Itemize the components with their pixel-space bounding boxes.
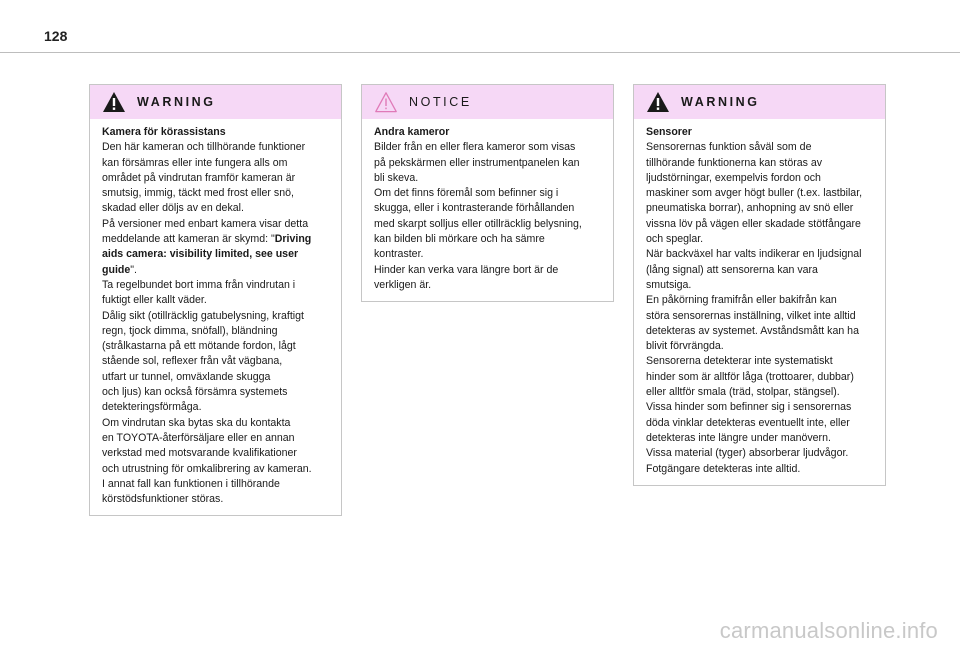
text-line: Om vindrutan ska bytas ska du kontakta: [102, 416, 291, 429]
text-line: Om det finns föremål som befinner sig i: [374, 187, 559, 200]
warning-body: [634, 119, 885, 485]
text-line: [102, 232, 329, 247]
text-line: och ljus) kan också försämra systemets: [102, 386, 288, 399]
text-line: hinder som är alltför låga (trottoarer, dubbar): [646, 370, 854, 383]
text-line: Sensorerna detekterar inte systematiskt: [646, 355, 833, 368]
text-line: Dålig sikt (otillräcklig gatubelysning, kraftigt: [102, 309, 304, 322]
page-number: 128: [44, 28, 68, 44]
text-line: detekteras inte längre under manövern.: [646, 431, 831, 444]
text-line: smutsig, immig, täckt med frost eller snö,: [102, 187, 294, 200]
text-line: Ta regelbundet bort imma från vindrutan i: [102, 278, 296, 291]
text-line: stående sol, reflexer från våt vägbana,: [102, 355, 283, 368]
text-line: en TOYOTA-återförsäljare eller en annan: [102, 431, 295, 444]
box-heading: Andra kameror: [374, 126, 450, 138]
text-line: kontraster.: [374, 248, 424, 261]
text-line: blivit förvrängda.: [646, 340, 724, 353]
text-run: ".: [130, 263, 137, 276]
text-line: Bilder från en eller flera kameror som visas: [374, 141, 576, 154]
text-line: området på vindrutan framför kameran är: [102, 171, 296, 184]
text-line: skugga, eller i kontrasterande förhållanden: [374, 202, 575, 215]
box-heading: Kamera för körassistans: [102, 126, 226, 138]
text-run: meddelande att kameran är skymd: ": [102, 233, 275, 246]
box-heading: Sensorer: [646, 126, 692, 138]
text-line: skadad eller döljs av en dekal.: [102, 202, 244, 215]
header-divider: [0, 52, 960, 53]
text-line: Den här kameran och tillhörande funktioner: [102, 141, 306, 154]
text-line: detekteras av systemet. Avståndsmått kan ha: [646, 324, 859, 337]
notice-box-cameras: [361, 84, 614, 302]
text-line: störa sensorernas inställning, vilket inte alltid: [646, 309, 856, 322]
warning-title: WARNING: [137, 95, 216, 109]
warning-box-camera: [89, 84, 342, 516]
notice-body: [362, 119, 613, 301]
text-line: Hinder kan verka vara längre bort är de: [374, 263, 559, 276]
text-line: detekteringsförmåga.: [102, 401, 202, 414]
text-line: maskiner som avger högt buller (t.ex. lastbilar,: [646, 187, 863, 200]
warning-box-sensors: [633, 84, 886, 486]
text-line: Fotgängare detekteras inte alltid.: [646, 462, 801, 475]
text-line: En påkörning framifrån eller bakifrån kan: [646, 294, 837, 307]
warning-header: [634, 85, 885, 119]
warning-title: WARNING: [681, 95, 760, 109]
text-line: med skarpt solljus eller otillräcklig belysning,: [374, 217, 582, 230]
bold-message: aids camera: visibility limited, see user: [102, 248, 299, 261]
watermark: carmanualsonline.info: [719, 618, 938, 643]
text-line: I annat fall kan funktionen i tillhörande: [102, 477, 280, 490]
text-line: Vissa material (tyger) absorberar ljudvågor.: [646, 447, 849, 460]
text-line: När backväxel har valts indikerar en ljudsignal: [646, 248, 862, 261]
text-line: kan bilden bli mörkare och ha sämre: [374, 233, 545, 246]
text-line: Sensorernas funktion såväl som de: [646, 141, 812, 154]
text-line: körstödsfunktioner störas.: [102, 493, 224, 506]
text-line: döda vinklar detekteras eventuellt inte, eller: [646, 416, 850, 429]
notice-header: [362, 85, 613, 119]
text-line: På versioner med enbart kamera visar detta: [102, 217, 309, 230]
text-line: smutsiga.: [646, 278, 692, 291]
warning-body: [90, 119, 341, 515]
text-line: (strålkastarna på ett mötande fordon, lågt: [102, 340, 296, 353]
warning-triangle-icon: [102, 91, 126, 113]
text-line: och utrustning för omkalibrering av kameran.: [102, 462, 312, 475]
warning-header: [90, 85, 341, 119]
text-line: fuktigt eller kallt väder.: [102, 294, 207, 307]
text-line: [102, 263, 329, 278]
warning-triangle-icon: [646, 91, 670, 113]
text-line: vissna löv på vägen eller skadade stötfångare: [646, 217, 861, 230]
text-line: regn, tjock dimma, snöfall), bländning: [102, 324, 278, 337]
text-line: (lång signal) att sensorerna kan vara: [646, 263, 818, 276]
bold-message: Driving: [274, 233, 312, 246]
text-line: eller alltför smala (träd, stolpar, stängsel).: [646, 386, 840, 399]
notice-triangle-icon: [374, 91, 398, 113]
text-line: pneumatiska borrar), anhopning av snö eller: [646, 202, 854, 215]
text-line: utfart ur tunnel, omväxlande skugga: [102, 370, 271, 383]
text-line: och speglar.: [646, 233, 704, 246]
notice-title: NOTICE: [409, 95, 472, 109]
text-line: verkstad med motsvarande kvalifikationer: [102, 447, 297, 460]
text-line: ljudstörningar, exempelvis fordon och: [646, 171, 821, 184]
text-line: på pekskärmen eller instrumentpanelen kan: [374, 156, 580, 169]
bold-message: guide: [102, 263, 131, 276]
text-line: Vissa hinder som befinner sig i sensorernas: [646, 401, 852, 414]
text-line: kan försämras eller inte fungera alls om: [102, 156, 288, 169]
text-line: bli skeva.: [374, 171, 419, 184]
text-line: tillhörande funktionerna kan störas av: [646, 156, 823, 169]
text-line: verkligen är.: [374, 278, 432, 291]
